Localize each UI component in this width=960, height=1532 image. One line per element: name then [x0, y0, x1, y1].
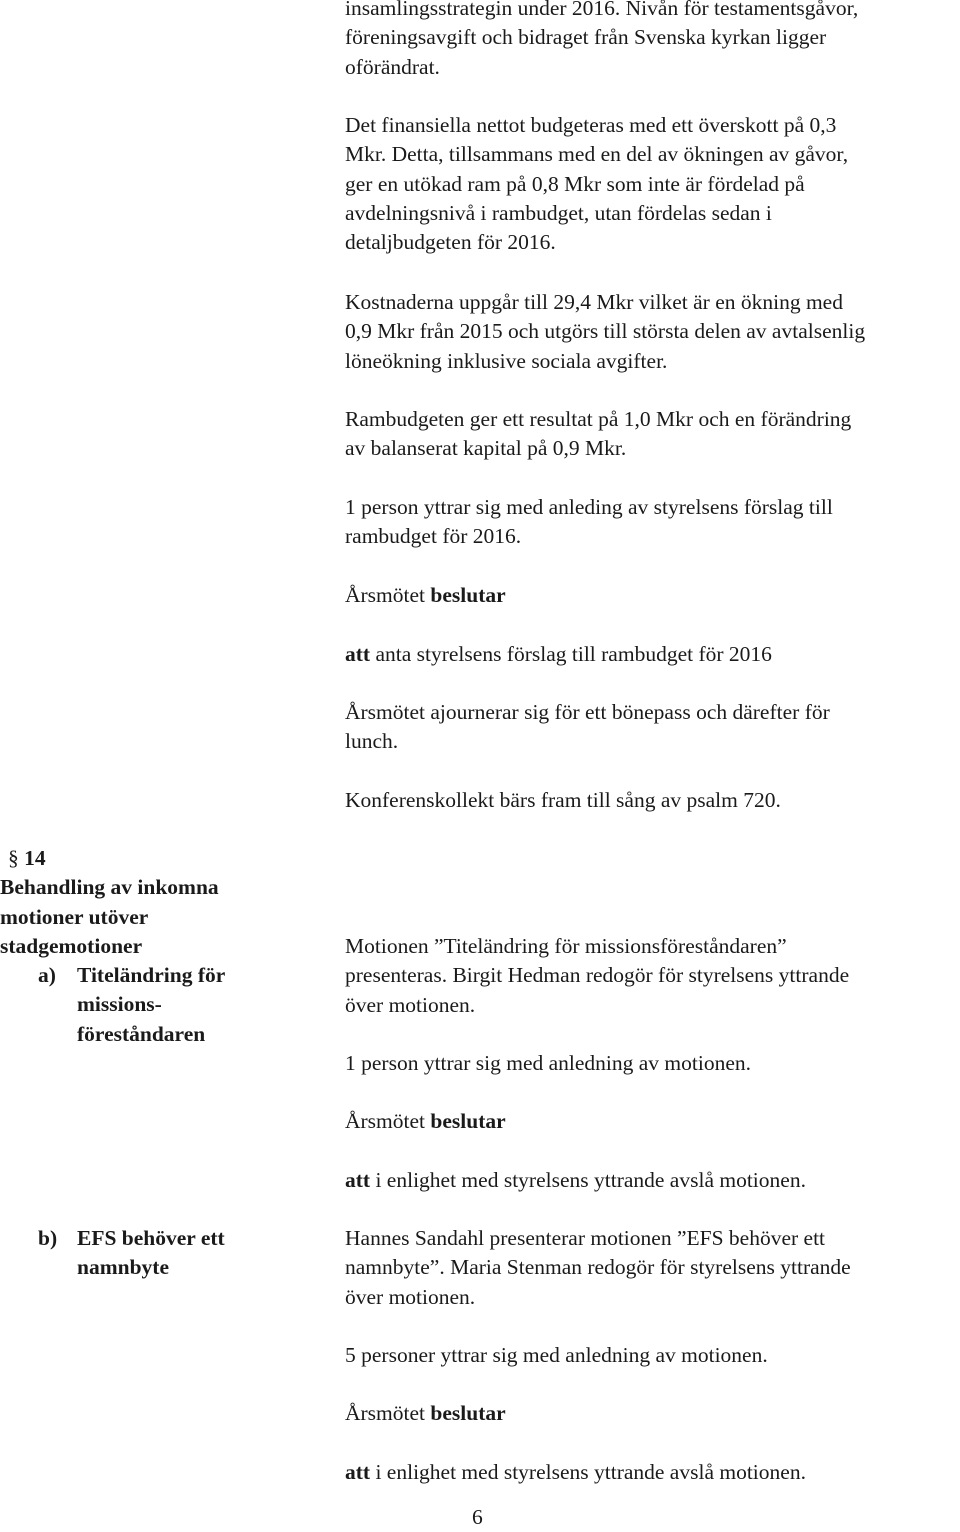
decision-att-motion-a — [345, 1166, 957, 1195]
text-line: 1 person yttrar sig med anledning av motionen. — [345, 1051, 752, 1075]
text-line: över motionen. — [345, 1284, 476, 1309]
text-line: Motionen ”Titeländring för missionsföreståndaren” — [345, 934, 787, 958]
page-number: 6 — [472, 1505, 483, 1529]
text-line: detaljbudgeten för 2016. — [345, 230, 556, 255]
text-line: Rambudgeten ger ett resultat på 1,0 Mkr och en förändring — [345, 407, 852, 431]
decision-heading — [345, 1107, 957, 1136]
paragraph-kostnader — [345, 288, 957, 376]
paragraph-yttrande-rambudget — [345, 493, 957, 552]
text-line: Konferenskollekt bärs fram till sång av psalm 720. — [345, 788, 781, 812]
text-line: Årsmötet ajournerar sig för ett bönepass och därefter för — [345, 700, 830, 724]
text-line: löneökning inklusive sociala avgifter. — [345, 348, 668, 373]
subitem-a-label: a) — [38, 963, 56, 987]
section-title-line: stadgemotioner — [0, 933, 143, 958]
subitem-title-line: EFS behöver ett — [77, 1226, 225, 1250]
text-line: 0,9 Mkr från 2015 och utgörs till största delen av avtalsenlig — [345, 319, 866, 344]
subitem-title-line: Titeländring för — [77, 963, 226, 987]
text-line: lunch. — [345, 729, 399, 754]
text-line: rambudget för 2016. — [345, 524, 522, 549]
text-line: Kostnaderna uppgår till 29,4 Mkr vilket är en ökning med — [345, 290, 843, 314]
text-line: ger en utökad ram på 0,8 Mkr som inte är fördelad på — [345, 171, 805, 196]
section-14-heading — [0, 844, 300, 961]
text-line: av balanserat kapital på 0,9 Mkr. — [345, 436, 627, 461]
text-line: föreningsavgift och bidraget från Svenska kyrkan ligger — [345, 25, 827, 50]
subitem-title-line: föreståndaren — [77, 1021, 206, 1046]
text-line: 1 person yttrar sig med anleding av styrelsens förslag till — [345, 495, 833, 519]
decision-keyword: beslutar — [430, 1401, 506, 1425]
section-number — [0, 844, 300, 873]
paragraph-kollekt — [345, 786, 957, 815]
paragraph-ajournering — [345, 698, 957, 757]
decision-keyword: beslutar — [430, 1109, 506, 1133]
decision-att-rambudget — [345, 640, 957, 669]
decision-keyword: beslutar — [430, 583, 506, 607]
text-line: Mkr. Detta, tillsammans med en del av ökningen av gåvor, — [345, 142, 849, 167]
decision-heading — [345, 581, 957, 610]
att-keyword: att — [345, 1168, 371, 1192]
subitem-b-label: b) — [38, 1226, 58, 1250]
decision-att-motion-b — [345, 1458, 957, 1487]
paragraph-yttrande-a — [345, 1049, 957, 1078]
paragraph-motion-a — [345, 932, 957, 1020]
decision-prefix: Årsmötet — [345, 583, 431, 607]
text-line: insamlingsstrategin under 2016. Nivån för testamentsgåvor, — [345, 0, 859, 20]
att-text: anta styrelsens förslag till rambudget för 2016 — [370, 642, 772, 666]
text-line: presenteras. Birgit Hedman redogör för styrelsens yttrande — [345, 963, 850, 988]
section-title-line: Behandling av inkomna — [0, 875, 219, 900]
text-line: Det finansiella nettot budgeteras med ett överskott på 0,3 — [345, 113, 837, 137]
text-line: avdelningsnivå i rambudget, utan fördelas sedan i — [345, 200, 772, 225]
text-line: Hannes Sandahl presenterar motionen ”EFS behöver ett — [345, 1226, 826, 1250]
decision-prefix: Årsmötet — [345, 1109, 431, 1133]
text-line: över motionen. — [345, 992, 476, 1017]
decision-heading — [345, 1399, 957, 1428]
subitem-title-line: missions- — [77, 992, 162, 1017]
text-line: oförändrat. — [345, 54, 440, 79]
att-keyword: att — [345, 642, 371, 666]
decision-prefix: Årsmötet — [345, 1401, 431, 1425]
paragraph-finansiella-nettot — [345, 111, 957, 257]
subitem-title-line: namnbyte — [77, 1255, 169, 1280]
paragraph-motion-b — [345, 1224, 957, 1312]
paragraph-yttrande-b — [345, 1341, 957, 1370]
att-text: i enlighet med styrelsens yttrande avslå motionen. — [370, 1168, 806, 1192]
att-text: i enlighet med styrelsens yttrande avslå motionen. — [370, 1460, 806, 1484]
paragraph-resultat — [345, 405, 957, 464]
att-keyword: att — [345, 1460, 371, 1484]
subitem-a-title — [77, 961, 225, 1049]
section-title-line: motioner utöver — [0, 904, 149, 929]
text-line: 5 personer yttrar sig med anledning av motionen. — [345, 1343, 768, 1367]
section-number-value: 14 — [24, 846, 46, 870]
subitem-b-title — [77, 1224, 225, 1283]
section-sign: § — [8, 846, 19, 870]
paragraph-insamling — [345, 0, 957, 82]
text-line: namnbyte”. Maria Stenman redogör för styrelsens yttrande — [345, 1255, 851, 1280]
